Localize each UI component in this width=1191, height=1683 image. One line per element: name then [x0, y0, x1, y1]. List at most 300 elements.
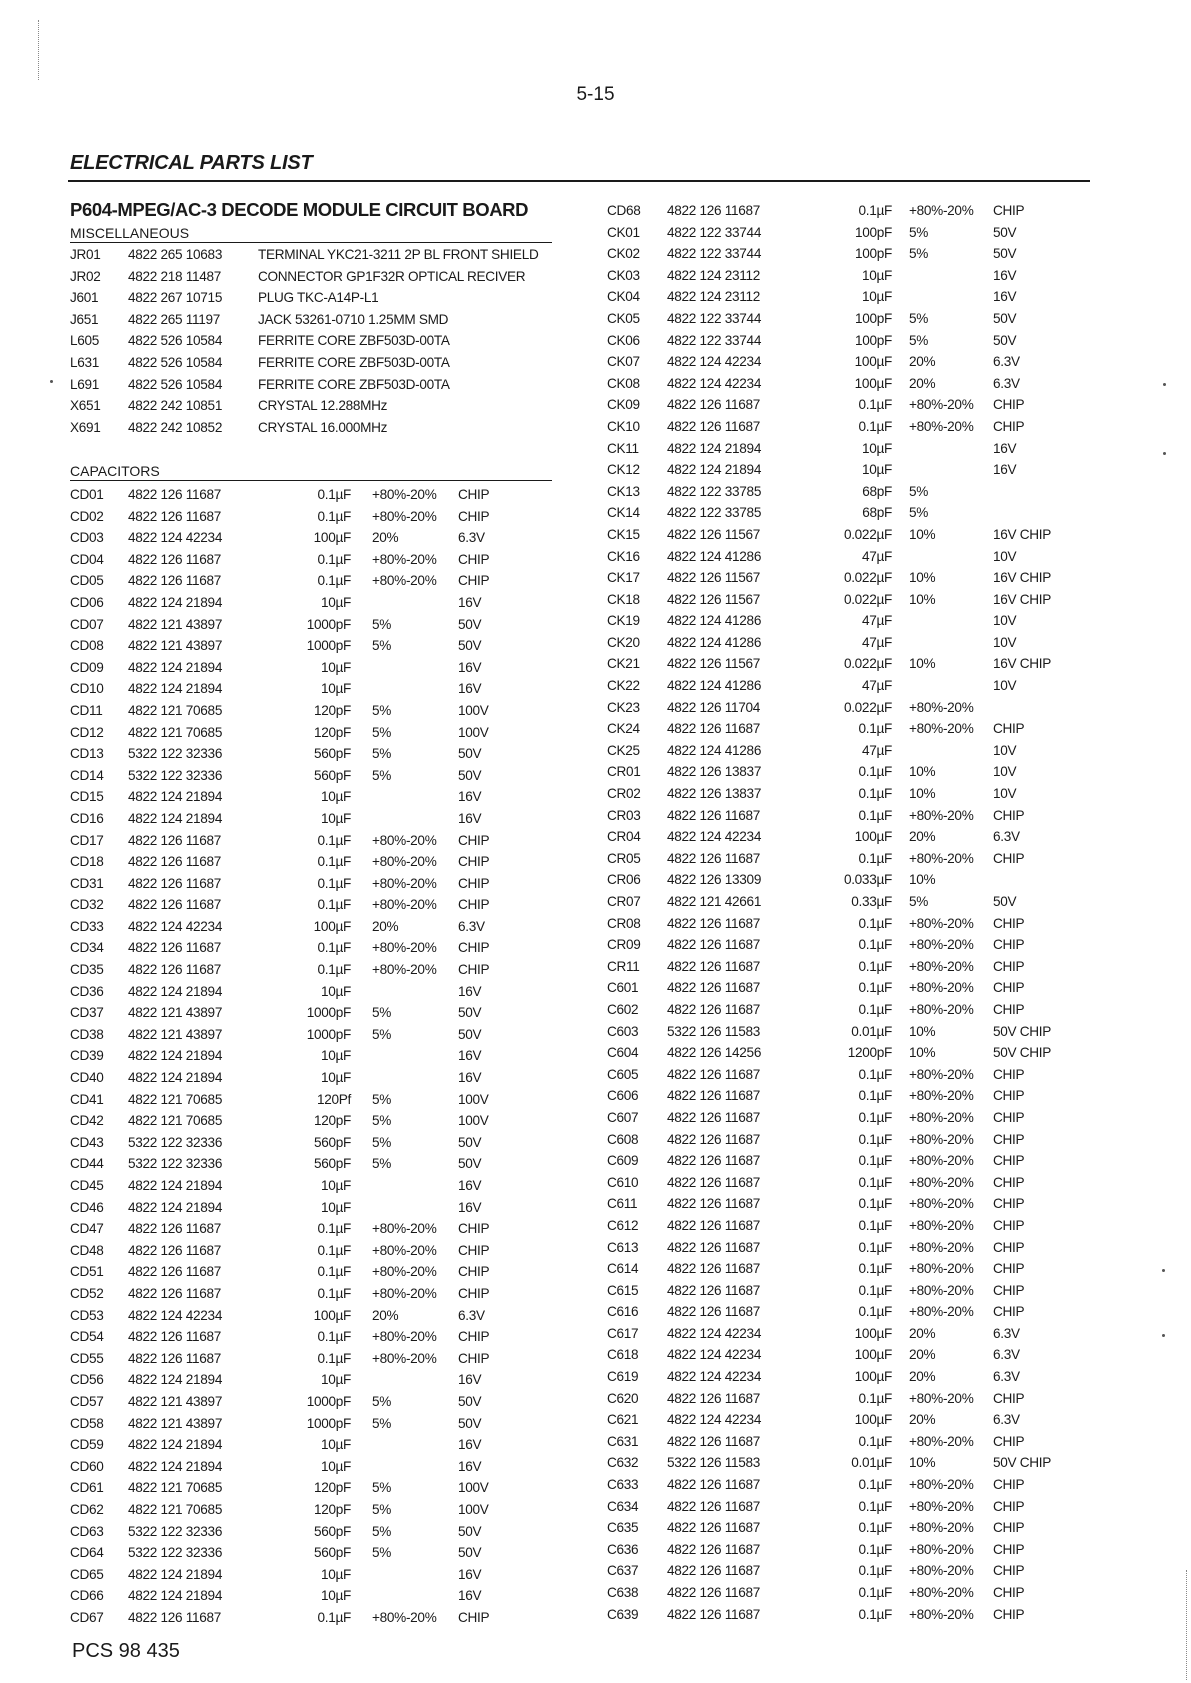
part-code: 4822 124 42234	[128, 918, 223, 934]
part-value: 0.1µF	[858, 397, 892, 413]
part-rating: CHIP	[993, 1563, 1025, 1579]
part-reference: CD48	[70, 1242, 104, 1258]
part-reference: CK22	[607, 678, 640, 694]
part-value: 560pF	[313, 767, 351, 783]
part-reference: CK13	[607, 483, 640, 499]
part-rating: CHIP	[993, 1001, 1025, 1017]
part-row	[70, 894, 490, 916]
part-tolerance: 5%	[909, 894, 929, 909]
part-row	[607, 1388, 1025, 1410]
part-value: 1000pF	[306, 1026, 351, 1042]
part-value: 0.1µF	[858, 807, 892, 823]
part-rating: CHIP	[458, 573, 490, 589]
part-row	[607, 438, 1017, 460]
part-value: 0.01µF	[851, 1455, 892, 1471]
part-reference: C638	[607, 1585, 639, 1600]
part-value: 0.1µF	[858, 1174, 892, 1190]
part-code: 4822 124 21894	[128, 1070, 223, 1086]
part-row	[607, 1085, 1025, 1107]
part-code: 4822 124 42234	[667, 1412, 762, 1428]
part-tolerance: +80%-20%	[372, 875, 437, 891]
part-description: JACK 53261-0710 1.25MM SMD	[258, 311, 449, 327]
part-value: 0.1µF	[858, 1131, 892, 1147]
part-reference: CD44	[70, 1156, 104, 1172]
part-row	[70, 1542, 482, 1564]
part-tolerance: +80%-20%	[909, 1520, 974, 1536]
part-row	[607, 567, 1052, 589]
part-row	[70, 1456, 482, 1478]
part-tolerance: 20%	[372, 530, 399, 546]
part-reference: CD01	[70, 487, 104, 502]
part-row	[70, 678, 482, 700]
part-code: 4822 121 43897	[128, 1005, 223, 1021]
part-value: 560pF	[313, 746, 351, 762]
part-value: 0.1µF	[858, 1001, 892, 1017]
part-row	[70, 549, 490, 571]
part-value: 100pF	[854, 246, 892, 262]
part-rating: 16V	[458, 983, 482, 999]
part-value: 0.1µF	[858, 850, 892, 866]
part-row	[607, 1064, 1025, 1086]
part-code: 4822 121 43897	[128, 1415, 223, 1431]
part-code: 4822 126 11687	[128, 508, 222, 524]
part-code: 4822 126 11687	[667, 397, 761, 413]
part-code: 4822 126 11687	[667, 1477, 761, 1493]
part-rating: CHIP	[993, 1520, 1025, 1536]
part-reference: CK20	[607, 634, 640, 650]
part-rating: 6.3V	[993, 1412, 1020, 1428]
part-rating: 100V	[458, 1501, 489, 1517]
part-rating: CHIP	[993, 915, 1025, 931]
part-rating: CHIP	[458, 897, 490, 913]
part-reference: CD07	[70, 616, 104, 632]
part-row	[607, 1474, 1025, 1496]
part-rating: CHIP	[458, 1221, 490, 1237]
part-reference: CD54	[70, 1329, 104, 1345]
scan-margin-mark	[38, 20, 41, 80]
part-row	[607, 1366, 1020, 1388]
part-rating: 16V	[458, 1372, 482, 1388]
part-rating: 16V	[458, 1070, 482, 1086]
part-tolerance: +80%-20%	[909, 1153, 974, 1169]
misc-heading: MISCELLANEOUS	[70, 224, 552, 243]
part-code: 4822 124 42234	[667, 375, 762, 391]
part-row	[607, 999, 1025, 1021]
part-row	[607, 632, 1017, 654]
part-reference: C635	[607, 1520, 639, 1536]
part-reference: C618	[607, 1347, 639, 1363]
part-value: 10µF	[320, 594, 351, 610]
part-value: 100µF	[854, 1325, 892, 1341]
part-row	[607, 977, 1025, 999]
part-value: 1000pF	[306, 1005, 351, 1021]
part-value: 47µF	[861, 613, 892, 629]
scan-dot	[1163, 452, 1166, 455]
part-value: 0.033µF	[843, 872, 892, 888]
part-value: 0.1µF	[317, 854, 351, 870]
part-tolerance: +80%-20%	[372, 508, 437, 524]
part-rating: CHIP	[993, 1174, 1025, 1190]
part-tolerance: 5%	[909, 246, 929, 262]
part-value: 0.1µF	[317, 962, 351, 978]
part-rating: CHIP	[993, 1109, 1025, 1125]
part-value: 10µF	[320, 983, 351, 999]
scan-dot	[1163, 383, 1166, 386]
part-code: 5322 122 32336	[128, 1523, 223, 1539]
part-row	[70, 1024, 482, 1046]
part-code: 4822 124 21894	[128, 983, 223, 999]
part-tolerance: +80%-20%	[372, 573, 437, 589]
part-rating: CHIP	[458, 962, 490, 978]
part-rating: CHIP	[993, 1088, 1025, 1104]
part-row	[607, 891, 1017, 913]
part-rating: CHIP	[993, 1261, 1025, 1277]
part-code: 4822 122 33785	[667, 483, 762, 499]
part-tolerance: 20%	[909, 829, 936, 845]
part-code: 4822 126 13837	[667, 786, 762, 802]
part-row	[70, 1305, 485, 1327]
part-rating: CHIP	[993, 1066, 1025, 1082]
part-rating: CHIP	[458, 508, 490, 524]
part-rating: CHIP	[993, 1541, 1025, 1557]
part-rating: 16V	[993, 289, 1017, 305]
part-tolerance: 5%	[372, 638, 392, 654]
part-tolerance: +80%-20%	[909, 1433, 974, 1449]
part-rating: 16V	[458, 1437, 482, 1453]
part-row	[70, 1413, 482, 1435]
part-code: 4822 526 10584	[128, 354, 223, 370]
part-row	[607, 1539, 1025, 1561]
part-row	[607, 653, 1052, 675]
part-reference: CK18	[607, 591, 640, 607]
part-rating: CHIP	[993, 203, 1025, 218]
part-rating: CHIP	[458, 854, 490, 870]
part-tolerance: 20%	[909, 1347, 936, 1363]
part-code: 4822 126 11687	[128, 875, 222, 891]
part-tolerance: 5%	[372, 1156, 392, 1172]
part-code: 4822 265 10683	[128, 247, 223, 262]
part-code: 4822 121 43897	[128, 638, 223, 654]
part-reference: CK01	[607, 224, 640, 240]
part-tolerance: 10%	[909, 786, 936, 802]
part-reference: C617	[607, 1325, 639, 1341]
part-value: 0.1µF	[317, 897, 351, 913]
part-row	[70, 1326, 490, 1348]
footer-doc-code: PCS 98 435	[72, 1640, 180, 1662]
part-row	[607, 934, 1025, 956]
part-reference: CD18	[70, 854, 104, 870]
part-rating: 10V	[993, 742, 1017, 758]
part-value: 100µF	[313, 918, 351, 934]
part-row	[70, 1564, 482, 1586]
part-reference: CD33	[70, 918, 104, 934]
part-reference: CK21	[607, 656, 640, 672]
part-value: 0.1µF	[858, 1541, 892, 1557]
part-code: 4822 124 42234	[667, 1347, 762, 1363]
part-tolerance: +80%-20%	[909, 958, 974, 974]
part-row	[70, 873, 490, 895]
part-tolerance: 20%	[372, 918, 399, 934]
part-value: 120pF	[313, 1480, 351, 1496]
part-code: 4822 124 21894	[128, 659, 223, 675]
part-row	[70, 700, 489, 722]
part-rating: 6.3V	[993, 1369, 1020, 1385]
part-tolerance: 5%	[372, 1393, 392, 1409]
part-row	[607, 913, 1025, 935]
part-code: 5322 122 32336	[128, 1134, 223, 1150]
part-tolerance: 5%	[909, 332, 929, 348]
part-reference: C621	[607, 1412, 639, 1428]
part-row	[607, 1344, 1020, 1366]
part-row	[70, 1197, 482, 1219]
part-code: 4822 126 11687	[667, 915, 761, 931]
part-row	[607, 243, 1017, 265]
part-reference: CK11	[607, 440, 639, 456]
part-reference: C613	[607, 1239, 639, 1255]
part-reference: C633	[607, 1477, 639, 1493]
part-tolerance: 5%	[372, 1415, 392, 1431]
part-rating: CHIP	[993, 1217, 1025, 1233]
part-tolerance: +80%-20%	[372, 1264, 437, 1280]
part-tolerance: +80%-20%	[372, 940, 437, 956]
part-row	[607, 1215, 1025, 1237]
part-reference: C639	[607, 1606, 639, 1622]
part-code: 4822 124 21894	[128, 1178, 223, 1193]
part-row	[70, 484, 490, 506]
part-tolerance: 10%	[909, 526, 936, 542]
part-row	[70, 808, 482, 830]
part-code: 5322 122 32336	[128, 746, 223, 762]
part-code: 4822 124 42234	[667, 1369, 762, 1385]
part-row	[70, 570, 490, 592]
part-code: 4822 124 21894	[128, 1458, 223, 1474]
part-reference: CR06	[607, 872, 641, 888]
part-value: 1200pF	[847, 1045, 892, 1061]
part-code: 4822 121 70685	[128, 1113, 223, 1129]
part-value: 0.1µF	[858, 1217, 892, 1233]
part-reference: C616	[607, 1304, 639, 1320]
part-value: 100µF	[854, 1412, 892, 1428]
part-row	[70, 1283, 490, 1305]
part-rating: CHIP	[458, 1264, 490, 1280]
part-tolerance: 10%	[909, 1455, 936, 1471]
part-row	[607, 1042, 1052, 1064]
part-row	[70, 1391, 482, 1413]
part-value: 0.1µF	[858, 1304, 892, 1320]
part-code: 4822 121 43897	[128, 1393, 223, 1409]
part-row	[607, 1582, 1025, 1604]
part-rating: 10V	[993, 634, 1017, 650]
part-code: 4822 124 42234	[667, 354, 762, 370]
capacitors-heading: CAPACITORS	[70, 462, 552, 481]
part-code: 4822 126 13309	[667, 872, 762, 888]
part-code: 4822 122 33744	[667, 246, 762, 262]
part-reference: C614	[607, 1261, 639, 1277]
part-rating: CHIP	[993, 1390, 1025, 1406]
part-value: 0.1µF	[317, 1329, 351, 1345]
part-value: 120Pf	[316, 1091, 351, 1107]
part-reference: CD46	[70, 1199, 104, 1215]
part-row	[70, 635, 482, 657]
part-code: 4822 121 70685	[128, 724, 223, 740]
part-code: 4822 267 10715	[128, 290, 223, 306]
part-code: 4822 242 10851	[128, 398, 223, 414]
part-value: 10µF	[320, 1048, 351, 1064]
part-code: 4822 126 11567	[667, 591, 761, 607]
part-code: 4822 126 11687	[128, 1329, 222, 1345]
part-code: 4822 124 21894	[667, 462, 762, 478]
part-value: 0.1µF	[858, 1433, 892, 1449]
part-reference: C615	[607, 1282, 639, 1298]
part-reference: CK15	[607, 526, 640, 542]
part-tolerance: 5%	[372, 746, 392, 762]
part-reference: C612	[607, 1217, 639, 1233]
part-reference: X651	[70, 398, 101, 414]
part-value: 0.1µF	[858, 721, 892, 737]
part-value: 47µF	[861, 742, 892, 758]
part-tolerance: +80%-20%	[909, 1390, 974, 1406]
part-value: 0.1µF	[858, 937, 892, 953]
part-row	[70, 1067, 482, 1089]
part-rating: 10V	[993, 613, 1017, 629]
part-reference: C609	[607, 1153, 639, 1169]
part-reference: CK25	[607, 742, 640, 758]
part-rating: 16V CHIP	[993, 570, 1052, 586]
part-tolerance: +80%-20%	[909, 850, 974, 866]
part-code: 4822 126 11687	[667, 937, 761, 953]
part-row	[607, 1021, 1052, 1043]
part-tolerance: 10%	[909, 656, 936, 672]
part-reference: CD68	[607, 203, 641, 218]
part-code: 4822 126 14256	[667, 1045, 762, 1061]
part-code: 4822 122 33785	[667, 505, 762, 521]
part-row	[607, 1301, 1025, 1323]
part-row	[70, 937, 490, 959]
part-tolerance: +80%-20%	[909, 1196, 974, 1212]
part-value: 100pF	[854, 332, 892, 348]
part-tolerance: +80%-20%	[909, 1066, 974, 1082]
part-reference: CR11	[607, 958, 640, 974]
part-code: 4822 126 11687	[128, 551, 222, 567]
part-row	[607, 761, 1017, 783]
part-reference: C637	[607, 1563, 639, 1579]
part-rating: CHIP	[458, 832, 490, 848]
part-rating: CHIP	[993, 1153, 1025, 1169]
part-row	[70, 765, 482, 787]
part-value: 0.1µF	[858, 1196, 892, 1212]
part-code: 5322 122 32336	[128, 767, 223, 783]
part-tolerance: 5%	[372, 1113, 392, 1129]
part-rating: 50V	[993, 246, 1017, 262]
part-row	[607, 481, 929, 503]
part-row	[70, 786, 482, 808]
part-value: 100pF	[854, 310, 892, 326]
part-value: 10µF	[320, 1458, 351, 1474]
part-reference: CK14	[607, 505, 640, 521]
part-code: 4822 126 11687	[667, 1606, 761, 1622]
part-value: 0.1µF	[858, 1606, 892, 1622]
part-value: 10µF	[320, 789, 351, 805]
part-value: 120pF	[313, 1113, 351, 1129]
part-reference: C604	[607, 1045, 639, 1061]
part-value: 10µF	[861, 462, 892, 478]
part-rating: CHIP	[993, 1131, 1025, 1147]
part-row	[70, 743, 482, 765]
part-code: 4822 126 13837	[667, 764, 762, 780]
part-reference: C631	[607, 1433, 639, 1449]
part-reference: CD43	[70, 1134, 104, 1150]
part-value: 10µF	[320, 1178, 351, 1193]
part-reference: C603	[607, 1023, 639, 1039]
part-tolerance: 5%	[372, 616, 392, 632]
part-value: 0.1µF	[858, 915, 892, 931]
part-rating: 16V	[458, 594, 482, 610]
part-row	[70, 1477, 489, 1499]
part-reference: C634	[607, 1498, 639, 1514]
part-tolerance: +80%-20%	[372, 1350, 437, 1366]
part-row	[607, 308, 1017, 330]
part-rating: 100V	[458, 724, 489, 740]
part-tolerance: 5%	[909, 483, 929, 499]
part-tolerance: +80%-20%	[372, 1329, 437, 1345]
part-code: 4822 124 21894	[128, 1372, 223, 1388]
scan-dot	[1162, 1269, 1165, 1272]
part-reference: CD03	[70, 530, 104, 546]
part-row	[70, 527, 485, 549]
part-tolerance: +80%-20%	[372, 487, 437, 502]
part-value: 0.1µF	[317, 1609, 351, 1625]
part-reference: J601	[70, 290, 99, 306]
part-row	[607, 1129, 1025, 1151]
part-value: 560pF	[313, 1523, 351, 1539]
part-rating: 50V	[458, 1415, 482, 1431]
part-tolerance: 5%	[909, 310, 929, 326]
part-rating: CHIP	[993, 937, 1025, 953]
part-reference: CD37	[70, 1005, 104, 1021]
part-reference: CK05	[607, 310, 640, 326]
part-code: 4822 124 21894	[128, 789, 223, 805]
part-row	[70, 657, 482, 679]
part-description: CRYSTAL 12.288MHz	[258, 398, 388, 414]
part-reference: CD56	[70, 1372, 104, 1388]
part-row	[607, 589, 1052, 611]
part-reference: C611	[607, 1196, 638, 1212]
part-value: 120pF	[313, 1501, 351, 1517]
part-value: 68pF	[862, 483, 892, 499]
part-rating: 100V	[458, 702, 489, 718]
part-row	[70, 981, 482, 1003]
part-reference: CR02	[607, 786, 641, 802]
part-reference: CD17	[70, 832, 104, 848]
part-tolerance: 5%	[909, 505, 929, 521]
part-code: 4822 124 21894	[128, 1566, 223, 1582]
part-rating: 16V	[458, 681, 482, 697]
part-value: 0.1µF	[858, 1282, 892, 1298]
part-tolerance: 20%	[909, 1369, 936, 1385]
part-reference: CK06	[607, 332, 640, 348]
part-reference: C636	[607, 1541, 639, 1557]
part-row	[607, 1517, 1025, 1539]
part-rating: CHIP	[458, 1609, 490, 1625]
part-row	[70, 1240, 490, 1262]
part-tolerance: 5%	[372, 1091, 392, 1107]
part-row	[607, 1409, 1020, 1431]
part-tolerance: +80%-20%	[909, 1498, 974, 1514]
part-rating: CHIP	[993, 980, 1025, 996]
part-tolerance: +80%-20%	[372, 1285, 437, 1301]
part-code: 4822 124 41286	[667, 742, 762, 758]
part-code: 4822 126 11687	[667, 1261, 761, 1277]
